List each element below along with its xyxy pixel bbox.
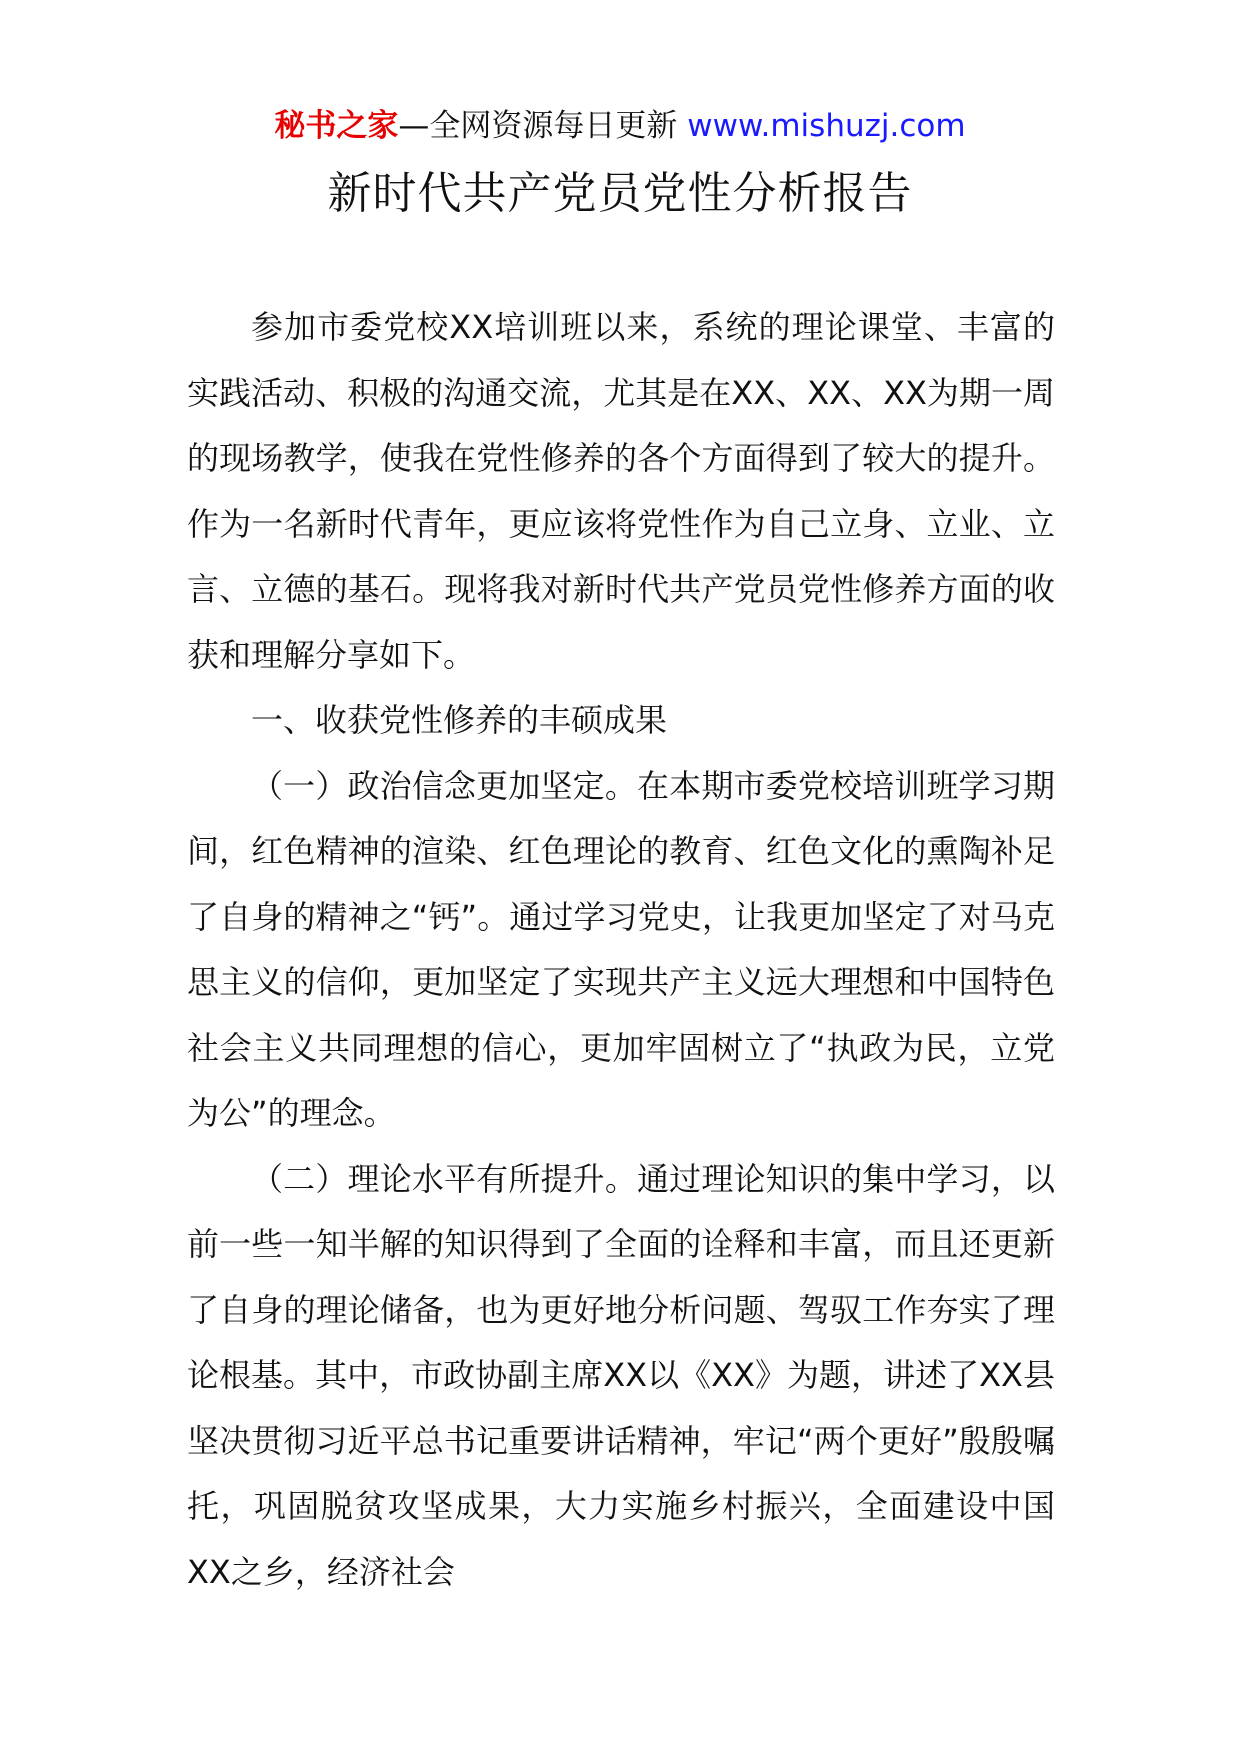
document-body — [187, 295, 1055, 1605]
document-title: 新时代共产党员党性分析报告 — [327, 168, 913, 219]
section-heading: 一、收获党性修养的丰硕成果 — [251, 701, 668, 739]
site-brand: 秘书之家 — [274, 108, 399, 144]
site-url-link[interactable]: www.mishuzj.com — [687, 108, 966, 144]
site-header — [0, 104, 1240, 148]
paragraph-intro: 参加市委党校XX培训班以来，系统的理论课堂、丰富的实践活动、积极的沟通交流，尤其是在XX、XX、XX为期一周的现场教学，使我在党性修养的各个方面得到了较大的提升。作为一名新时代青年，更应该将党性作为自己立身、立业、立言、立德的基石。现将我对新时代共产党员党性修养方面的收获和理解分享如下。 — [187, 308, 1055, 674]
paragraph-political-belief: （一）政治信念更加坚定。在本期市委党校培训班学习期间，红色精神的渲染、红色理论的教育、红色文化的熏陶补足了自身的精神之“钙”。通过学习党史，让我更加坚定了对马克思主义的信仰，更加坚定了实现共产主义远大理想和中国特色社会主义共同理想的信心，更加牢固树立了“执政为民，立党为公”的理念。 — [187, 766, 1055, 1132]
paragraph-theory-level: （二）理论水平有所提升。通过理论知识的集中学习，以前一些一知半解的知识得到了全面的诠释和丰富，而且还更新了自身的理论储备，也为更好地分析问题、驾驭工作夯实了理论根基。其中，市政协副主席XX以《XX》为题，讲述了XX县坚决贯彻习近平总书记重要讲话精神，牢记“两个更好”殷殷嘱托，巩固脱贫攻坚成果，大力实施乡村振兴，全面建设中国XX之乡，经济社会 — [187, 1159, 1055, 1591]
site-tagline: —全网资源每日更新 — [398, 108, 678, 144]
